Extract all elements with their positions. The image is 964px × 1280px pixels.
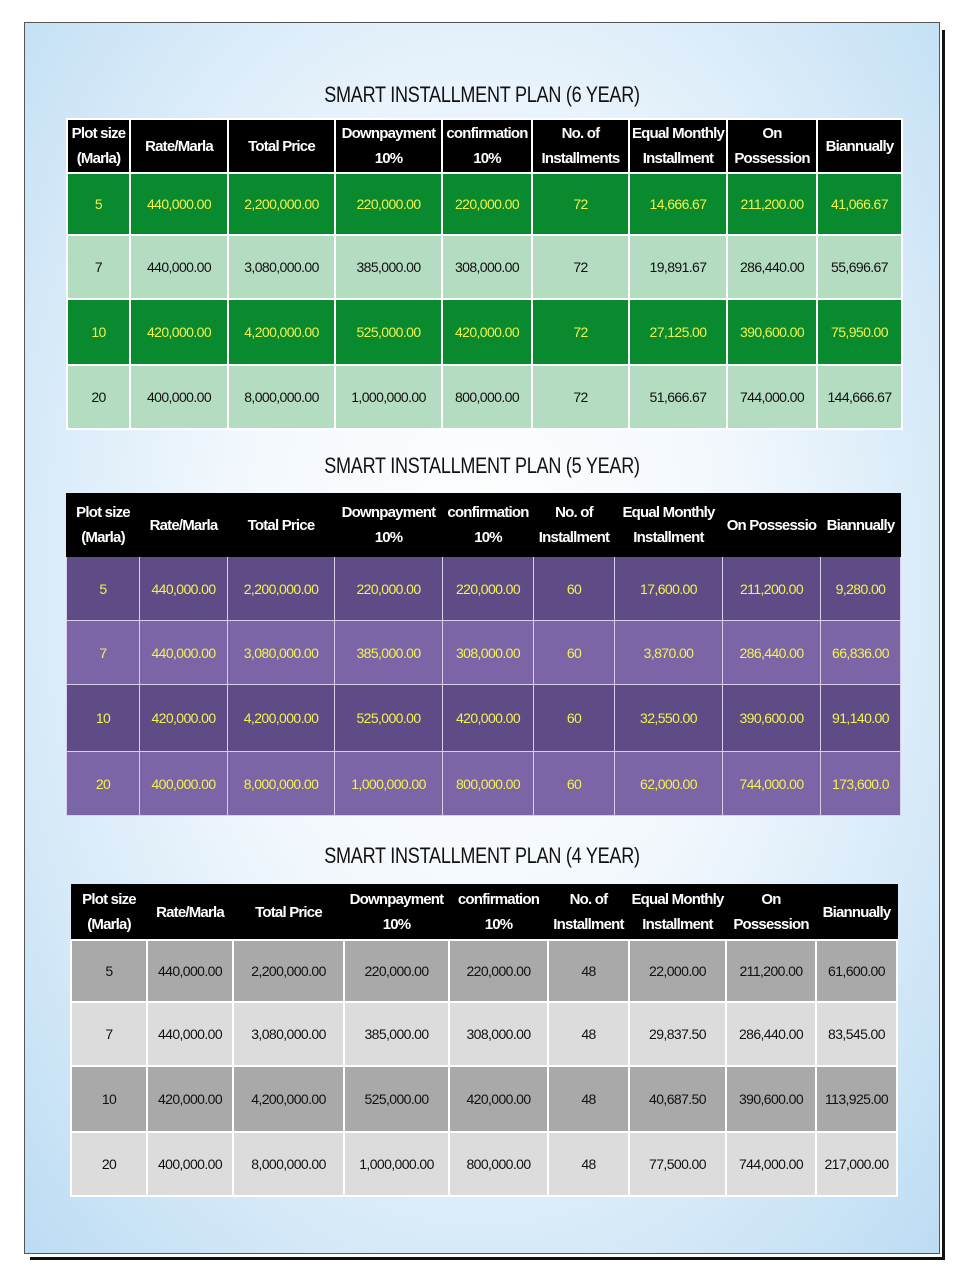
- cell: 420,000.00: [147, 1066, 233, 1132]
- col-confirmation: confirmation 10%: [449, 885, 548, 941]
- cell: 173,600.0: [821, 752, 901, 816]
- col-plot-size: Plot size (Marla): [67, 494, 140, 557]
- cell: 308,000.00: [442, 235, 532, 299]
- cell: 60: [534, 557, 615, 621]
- table-row: [67, 299, 902, 365]
- cell: 400,000.00: [147, 1132, 233, 1196]
- col-total-price: Total Price: [228, 494, 335, 557]
- sheet-shadow-bottom: [30, 1257, 945, 1260]
- col-total-price: Total Price: [228, 119, 335, 173]
- cell: 51,666.67: [629, 365, 727, 429]
- cell: 75,950.00: [817, 299, 902, 365]
- cell: 32,550.00: [615, 685, 723, 752]
- cell: 60: [534, 752, 615, 816]
- cell: 440,000.00: [140, 621, 228, 685]
- cell: 390,600.00: [726, 1066, 816, 1132]
- plan-6-year-title: SMART INSTALLMENT PLAN (6 YEAR): [324, 82, 640, 107]
- col-downpayment: Downpayment 10%: [344, 885, 449, 941]
- cell: 308,000.00: [443, 621, 534, 685]
- col-biannually: Biannually: [816, 885, 897, 941]
- cell: 2,200,000.00: [228, 557, 335, 621]
- cell: 2,200,000.00: [233, 940, 344, 1002]
- cell: 1,000,000.00: [344, 1132, 449, 1196]
- table-header-row: [67, 119, 902, 173]
- col-installments: No. of Installment: [548, 885, 629, 941]
- cell: 744,000.00: [723, 752, 821, 816]
- cell: 7: [71, 1002, 147, 1066]
- cell: 61,600.00: [816, 940, 897, 1002]
- col-on-possession: On Possession: [727, 119, 817, 173]
- cell: 525,000.00: [335, 299, 442, 365]
- table-header-row: [71, 885, 897, 941]
- cell: 220,000.00: [443, 557, 534, 621]
- cell: 420,000.00: [140, 685, 228, 752]
- col-downpayment: Downpayment 10%: [335, 119, 442, 173]
- cell: 55,696.67: [817, 235, 902, 299]
- cell: 286,440.00: [727, 235, 817, 299]
- cell: 40,687.50: [629, 1066, 726, 1132]
- table-row: [71, 1132, 897, 1196]
- cell: 20: [67, 752, 140, 816]
- cell: 9,280.00: [821, 557, 901, 621]
- table-row: [67, 621, 901, 685]
- cell: 220,000.00: [344, 940, 449, 1002]
- cell: 744,000.00: [726, 1132, 816, 1196]
- plan-4-year-title: SMART INSTALLMENT PLAN (4 YEAR): [324, 843, 640, 868]
- cell: 10: [67, 685, 140, 752]
- plan-6-year-table: [66, 118, 903, 430]
- cell: 220,000.00: [335, 557, 443, 621]
- cell: 385,000.00: [335, 235, 442, 299]
- cell: 220,000.00: [449, 940, 548, 1002]
- cell: 800,000.00: [442, 365, 532, 429]
- cell: 1,000,000.00: [335, 365, 442, 429]
- table-row: [67, 365, 902, 429]
- col-monthly-installment: Equal Monthly Installment: [629, 885, 726, 941]
- col-total-price: Total Price: [233, 885, 344, 941]
- cell: 8,000,000.00: [228, 365, 335, 429]
- cell: 440,000.00: [147, 1002, 233, 1066]
- sheet-shadow-right: [942, 30, 945, 1258]
- cell: 48: [548, 1132, 629, 1196]
- cell: 800,000.00: [449, 1132, 548, 1196]
- cell: 48: [548, 1066, 629, 1132]
- cell: 7: [67, 235, 130, 299]
- cell: 4,200,000.00: [228, 299, 335, 365]
- cell: 72: [532, 365, 629, 429]
- cell: 211,200.00: [726, 940, 816, 1002]
- cell: 2,200,000.00: [228, 173, 335, 235]
- table-row: [67, 752, 901, 816]
- cell: 60: [534, 621, 615, 685]
- cell: 29,837.50: [629, 1002, 726, 1066]
- cell: 91,140.00: [821, 685, 901, 752]
- table-row: [71, 1002, 897, 1066]
- col-confirmation: confirmation 10%: [443, 494, 534, 557]
- cell: 440,000.00: [130, 173, 228, 235]
- cell: 83,545.00: [816, 1002, 897, 1066]
- cell: 525,000.00: [335, 685, 443, 752]
- cell: 286,440.00: [723, 621, 821, 685]
- col-monthly-installment: Equal Monthly Installment: [629, 119, 727, 173]
- cell: 19,891.67: [629, 235, 727, 299]
- cell: 8,000,000.00: [228, 752, 335, 816]
- col-confirmation: confirmation 10%: [442, 119, 532, 173]
- table-row: [67, 557, 901, 621]
- table-row: [67, 235, 902, 299]
- cell: 60: [534, 685, 615, 752]
- cell: 440,000.00: [147, 940, 233, 1002]
- cell: 211,200.00: [723, 557, 821, 621]
- cell: 41,066.67: [817, 173, 902, 235]
- table-row: [71, 1066, 897, 1132]
- cell: 400,000.00: [140, 752, 228, 816]
- col-installments: No. of Installments: [532, 119, 629, 173]
- table-row: [71, 940, 897, 1002]
- cell: 217,000.00: [816, 1132, 897, 1196]
- cell: 1,000,000.00: [335, 752, 443, 816]
- cell: 72: [532, 235, 629, 299]
- cell: 144,666.67: [817, 365, 902, 429]
- col-downpayment: Downpayment 10%: [335, 494, 443, 557]
- cell: 385,000.00: [335, 621, 443, 685]
- table-header-row: [67, 494, 901, 557]
- cell: 440,000.00: [130, 235, 228, 299]
- cell: 17,600.00: [615, 557, 723, 621]
- cell: 14,666.67: [629, 173, 727, 235]
- col-on-possession: On Possessio: [723, 494, 821, 557]
- cell: 525,000.00: [344, 1066, 449, 1132]
- cell: 48: [548, 940, 629, 1002]
- cell: 8,000,000.00: [233, 1132, 344, 1196]
- cell: 20: [71, 1132, 147, 1196]
- cell: 308,000.00: [449, 1002, 548, 1066]
- col-monthly-installment: Equal Monthly Installment: [615, 494, 723, 557]
- cell: 400,000.00: [130, 365, 228, 429]
- cell: 420,000.00: [443, 685, 534, 752]
- cell: 420,000.00: [449, 1066, 548, 1132]
- cell: 220,000.00: [335, 173, 442, 235]
- cell: 7: [67, 621, 140, 685]
- col-biannually: Biannually: [817, 119, 902, 173]
- cell: 113,925.00: [816, 1066, 897, 1132]
- cell: 220,000.00: [442, 173, 532, 235]
- col-biannually: Biannually: [821, 494, 901, 557]
- cell: 800,000.00: [443, 752, 534, 816]
- cell: 20: [67, 365, 130, 429]
- cell: 5: [71, 940, 147, 1002]
- col-plot-size: Plot size (Marla): [67, 119, 130, 173]
- cell: 390,600.00: [727, 299, 817, 365]
- table-row: [67, 173, 902, 235]
- cell: 10: [67, 299, 130, 365]
- col-on-possession: On Possession: [726, 885, 816, 941]
- cell: 390,600.00: [723, 685, 821, 752]
- cell: 744,000.00: [727, 365, 817, 429]
- cell: 77,500.00: [629, 1132, 726, 1196]
- cell: 3,080,000.00: [228, 621, 335, 685]
- plan-5-year-title: SMART INSTALLMENT PLAN (5 YEAR): [324, 453, 640, 478]
- cell: 385,000.00: [344, 1002, 449, 1066]
- col-rate-marla: Rate/Marla: [140, 494, 228, 557]
- cell: 72: [532, 173, 629, 235]
- cell: 420,000.00: [130, 299, 228, 365]
- cell: 10: [71, 1066, 147, 1132]
- cell: 5: [67, 173, 130, 235]
- cell: 3,080,000.00: [233, 1002, 344, 1066]
- cell: 4,200,000.00: [228, 685, 335, 752]
- cell: 22,000.00: [629, 940, 726, 1002]
- cell: 5: [67, 557, 140, 621]
- plan-4-year-table: [70, 884, 898, 1197]
- cell: 420,000.00: [442, 299, 532, 365]
- cell: 3,080,000.00: [228, 235, 335, 299]
- cell: 48: [548, 1002, 629, 1066]
- cell: 27,125.00: [629, 299, 727, 365]
- col-installments: No. of Installment: [534, 494, 615, 557]
- cell: 3,870.00: [615, 621, 723, 685]
- col-rate-marla: Rate/Marla: [130, 119, 228, 173]
- plan-5-year-table: [66, 493, 901, 816]
- table-row: [67, 685, 901, 752]
- cell: 440,000.00: [140, 557, 228, 621]
- col-plot-size: Plot size (Marla): [71, 885, 147, 941]
- cell: 286,440.00: [726, 1002, 816, 1066]
- cell: 4,200,000.00: [233, 1066, 344, 1132]
- cell: 66,836.00: [821, 621, 901, 685]
- cell: 62,000.00: [615, 752, 723, 816]
- cell: 72: [532, 299, 629, 365]
- col-rate-marla: Rate/Marla: [147, 885, 233, 941]
- cell: 211,200.00: [727, 173, 817, 235]
